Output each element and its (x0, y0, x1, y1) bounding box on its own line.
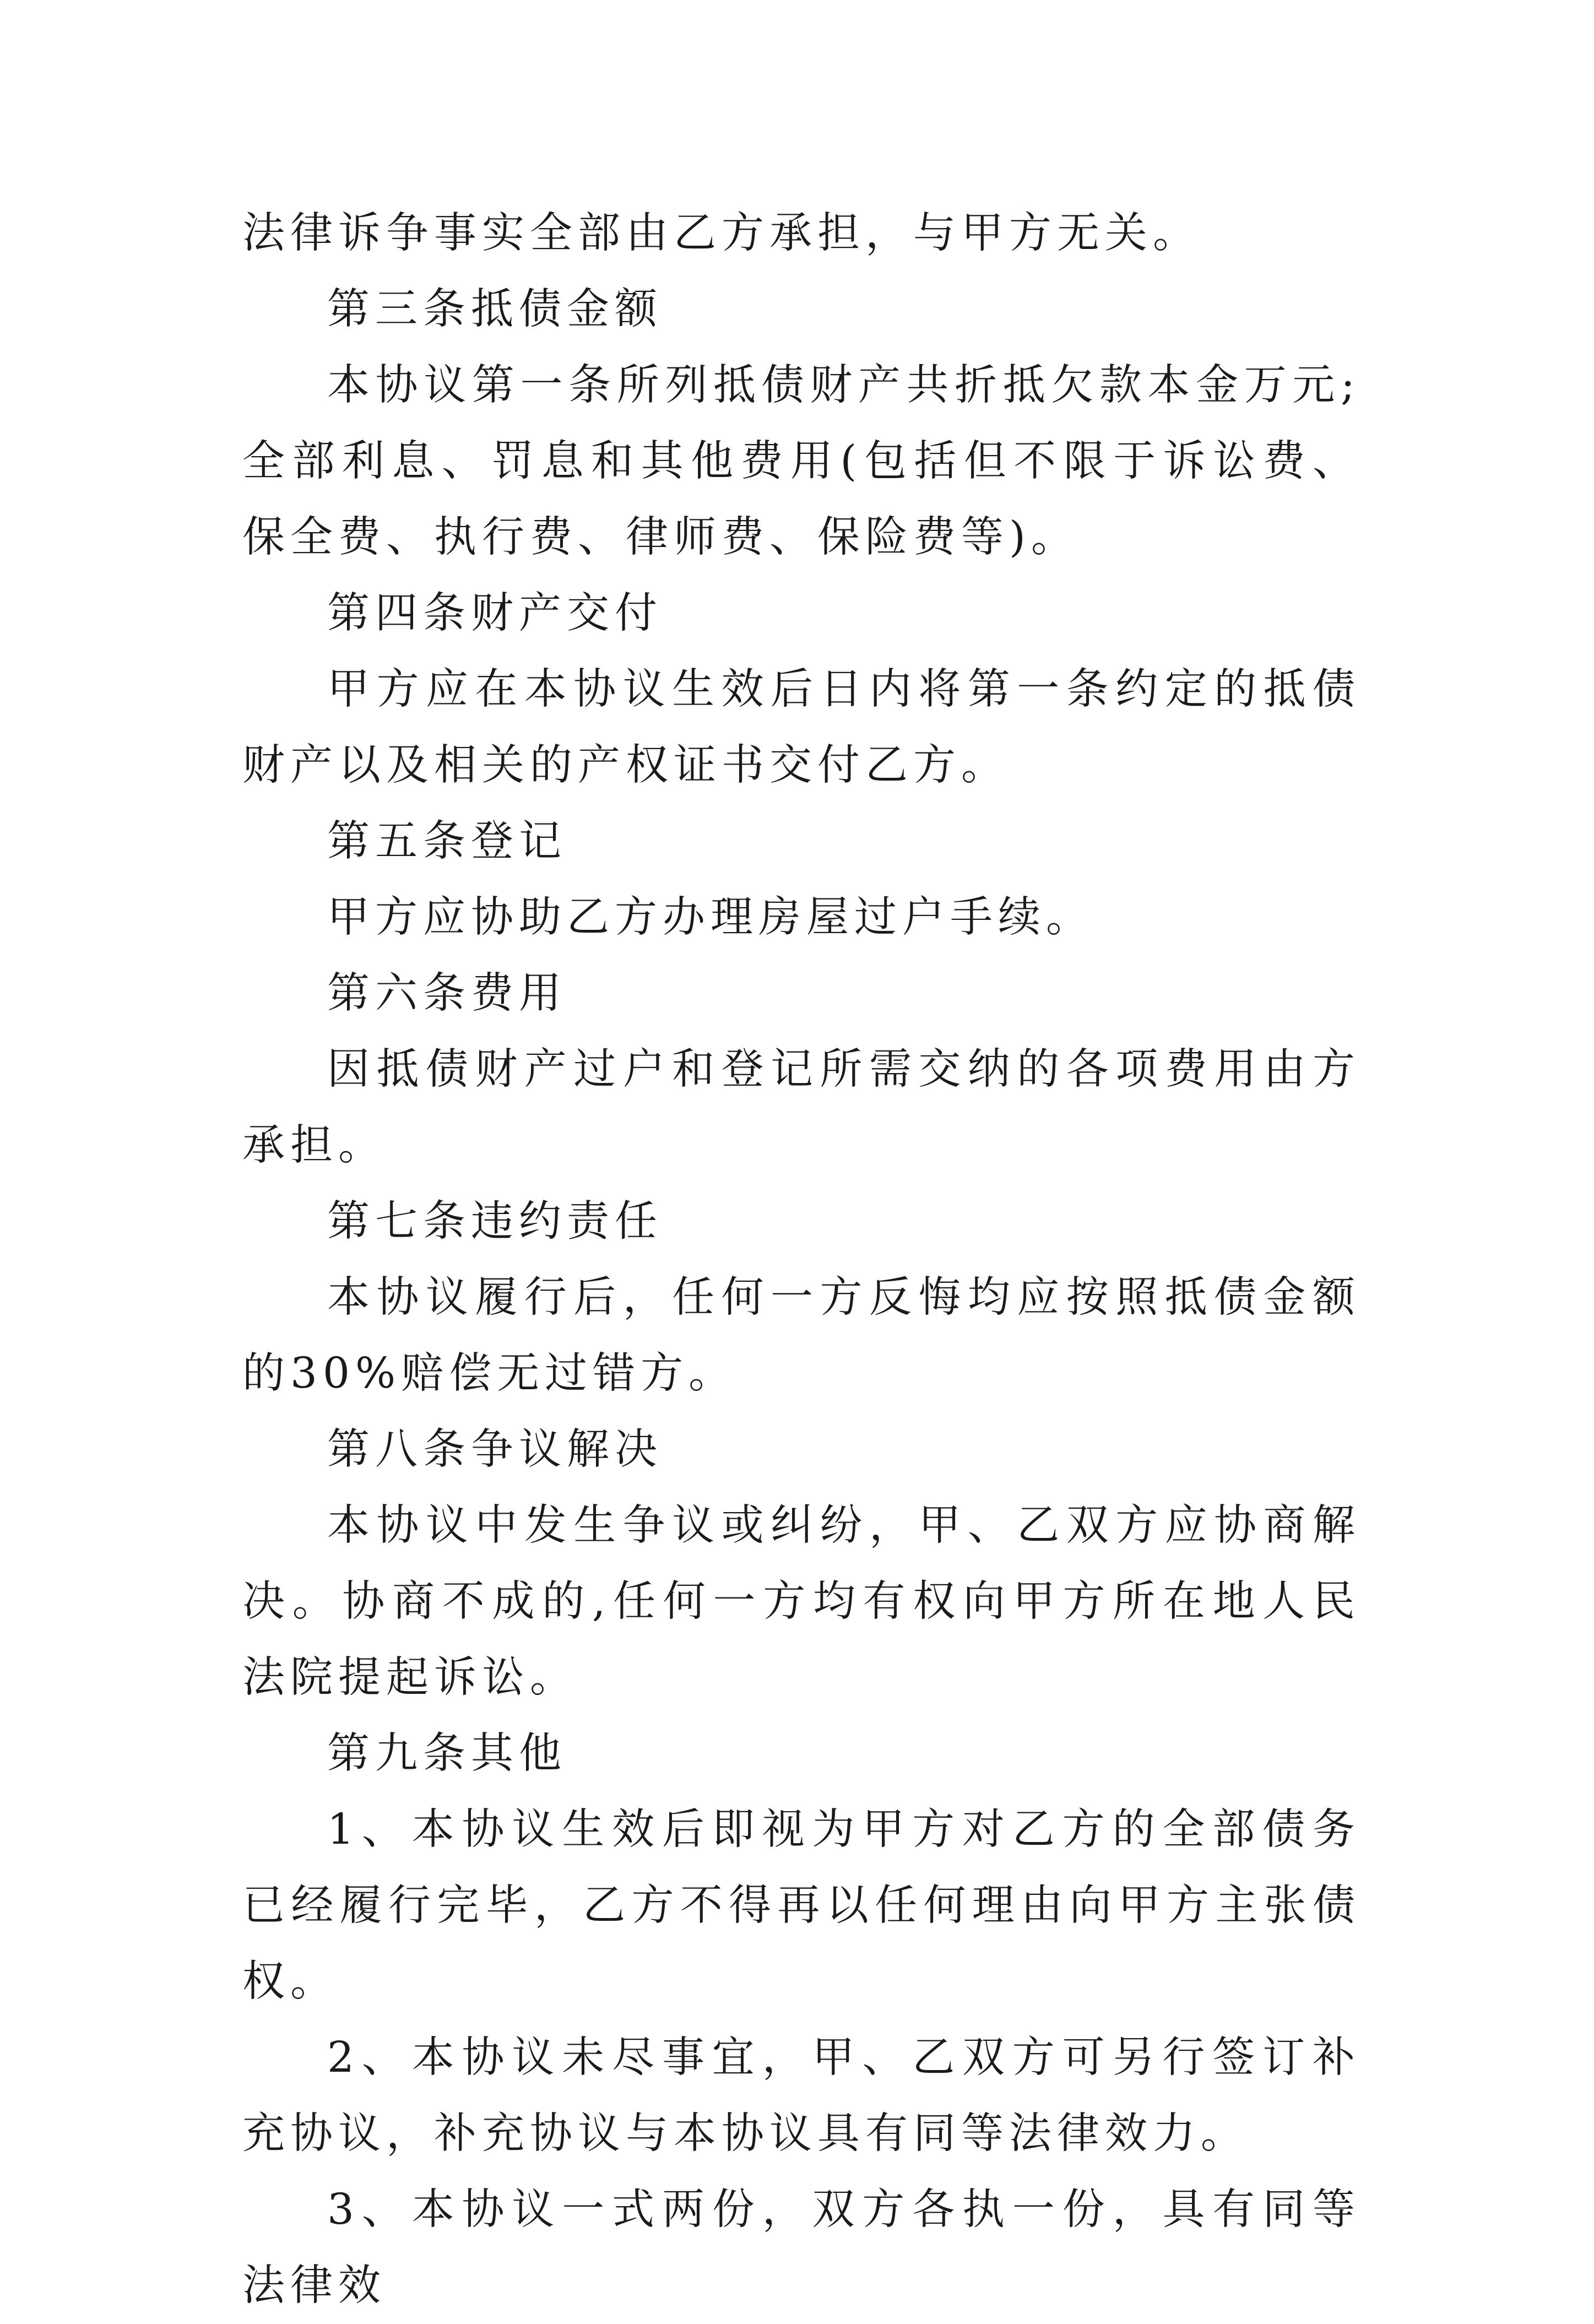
article-8-heading: 第八条争议解决 (327, 1425, 663, 1474)
article-7-heading: 第七条违约责任 (327, 1197, 663, 1246)
document-body (242, 196, 1360, 2324)
article-4-heading: 第四条财产交付 (327, 589, 663, 638)
article-7-body: 本协议履行后，任何一方反悔均应按照抵债金额的30%赔偿无过错方。 (242, 1273, 1360, 1398)
article-8-body: 本协议中发生争议或纠纷，甲、乙双方应协商解决。协商不成的,任何一方均有权向甲方所在地人民法院提起诉讼。 (242, 1501, 1360, 1702)
article-4-body: 甲方应在本协议生效后日内将第一条约定的抵债财产以及相关的产权证书交付乙方。 (242, 665, 1360, 790)
article-6-body: 因抵债财产过户和登记所需交纳的各项费用由方承担。 (242, 1045, 1360, 1170)
article-3-body: 本协议第一条所列抵债财产共折抵欠款本金万元;全部利息、罚息和其他费用(包括但不限于诉讼费、保全费、执行费、律师费、保险费等)。 (242, 361, 1360, 562)
article-3-heading: 第三条抵债金额 (327, 285, 663, 334)
article-9-item-3: 3、本协议一式两份，双方各执一份，具有同等法律效 (242, 2185, 1360, 2310)
article-5-heading: 第五条登记 (327, 817, 567, 866)
article-6-heading: 第六条费用 (327, 969, 567, 1018)
article-9-heading: 第九条其他 (327, 1729, 567, 1778)
article-5-body: 甲方应协助乙方办理房屋过户手续。 (327, 893, 1094, 942)
article-9-item-1: 1、本协议生效后即视为甲方对乙方的全部债务已经履行完毕，乙方不得再以任何理由向甲方主张债权。 (242, 1805, 1360, 2006)
paragraph-continuation: 法律诉争事实全部由乙方承担，与甲方无关。 (242, 209, 1201, 258)
article-9-item-2: 2、本协议未尽事宜，甲、乙双方可另行签订补充协议，补充协议与本协议具有同等法律效力。 (242, 2033, 1360, 2158)
